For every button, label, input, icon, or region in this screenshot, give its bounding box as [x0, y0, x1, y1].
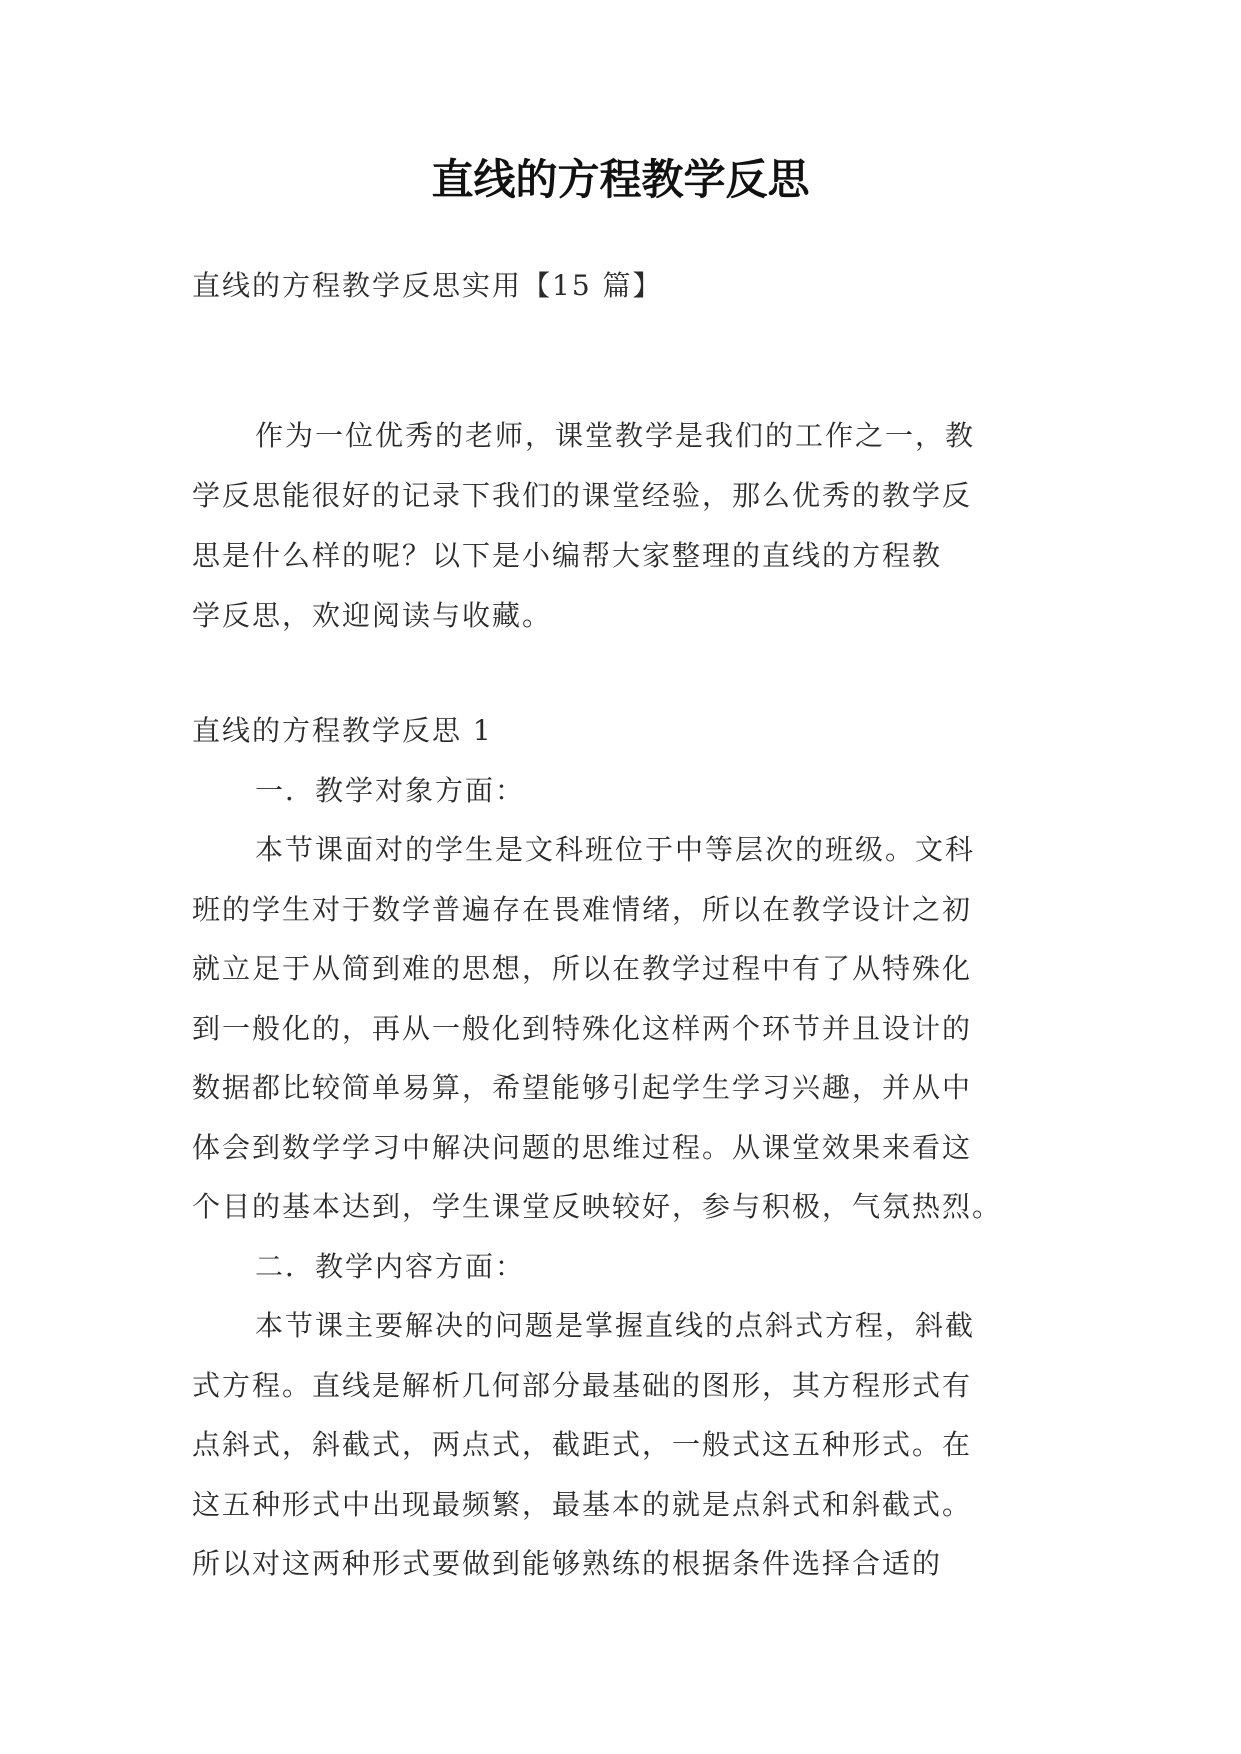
- body-line: 到一般化的，再从一般化到特殊化这样两个环节并且设计的: [192, 1011, 973, 1045]
- body-line: 本节课面对的学生是文科班位于中等层次的班级。文科: [255, 833, 976, 866]
- part-heading: 二．教学内容方面：: [255, 1249, 526, 1283]
- intro-paragraph: [192, 406, 1064, 646]
- body-line: 就立足于从简到难的思想，所以在教学过程中有了从特殊化: [192, 952, 973, 985]
- body-line: 班的学生对于数学普遍存在畏难情绪，所以在教学设计之初: [192, 892, 973, 926]
- document-title: 直线的方程教学反思: [431, 155, 810, 204]
- intro-line: 思是什么样的呢？以下是小编帮大家整理的直线的方程教: [192, 539, 943, 572]
- body-line: 数据都比较简单易算，希望能够引起学生学习兴趣，并从中: [192, 1071, 973, 1104]
- document-subtitle: 直线的方程教学反思实用【15 篇】: [192, 269, 663, 302]
- section-heading: 直线的方程教学反思 1: [192, 714, 493, 747]
- intro-line: 学反思能很好的记录下我们的课堂经验，那么优秀的教学反: [192, 479, 973, 512]
- body-line: 本节课主要解决的问题是掌握直线的点斜式方程，斜截: [255, 1309, 976, 1342]
- body-line: 点斜式，斜截式，两点式，截距式，一般式这五种形式。在: [192, 1428, 973, 1461]
- section-1: [192, 701, 1064, 1594]
- intro-line: 学反思，欢迎阅读与收藏。: [192, 599, 553, 632]
- body-line: 所以对这两种形式要做到能够熟练的根据条件选择合适的: [192, 1547, 943, 1580]
- body-line: 体会到数学学习中解决问题的思维过程。从课堂效果来看这: [192, 1130, 973, 1164]
- body-line: 这五种形式中出现最频繁，最基本的就是点斜式和斜截式。: [192, 1487, 973, 1521]
- intro-line: 作为一位优秀的老师，课堂教学是我们的工作之一，教: [255, 419, 976, 452]
- body-line: 个目的基本达到，学生课堂反映较好，参与积极，气氛热烈。: [192, 1190, 1003, 1223]
- body-line: 式方程。直线是解析几何部分最基础的图形，其方程形式有: [192, 1368, 973, 1402]
- part-heading: 一．教学对象方面：: [255, 773, 526, 807]
